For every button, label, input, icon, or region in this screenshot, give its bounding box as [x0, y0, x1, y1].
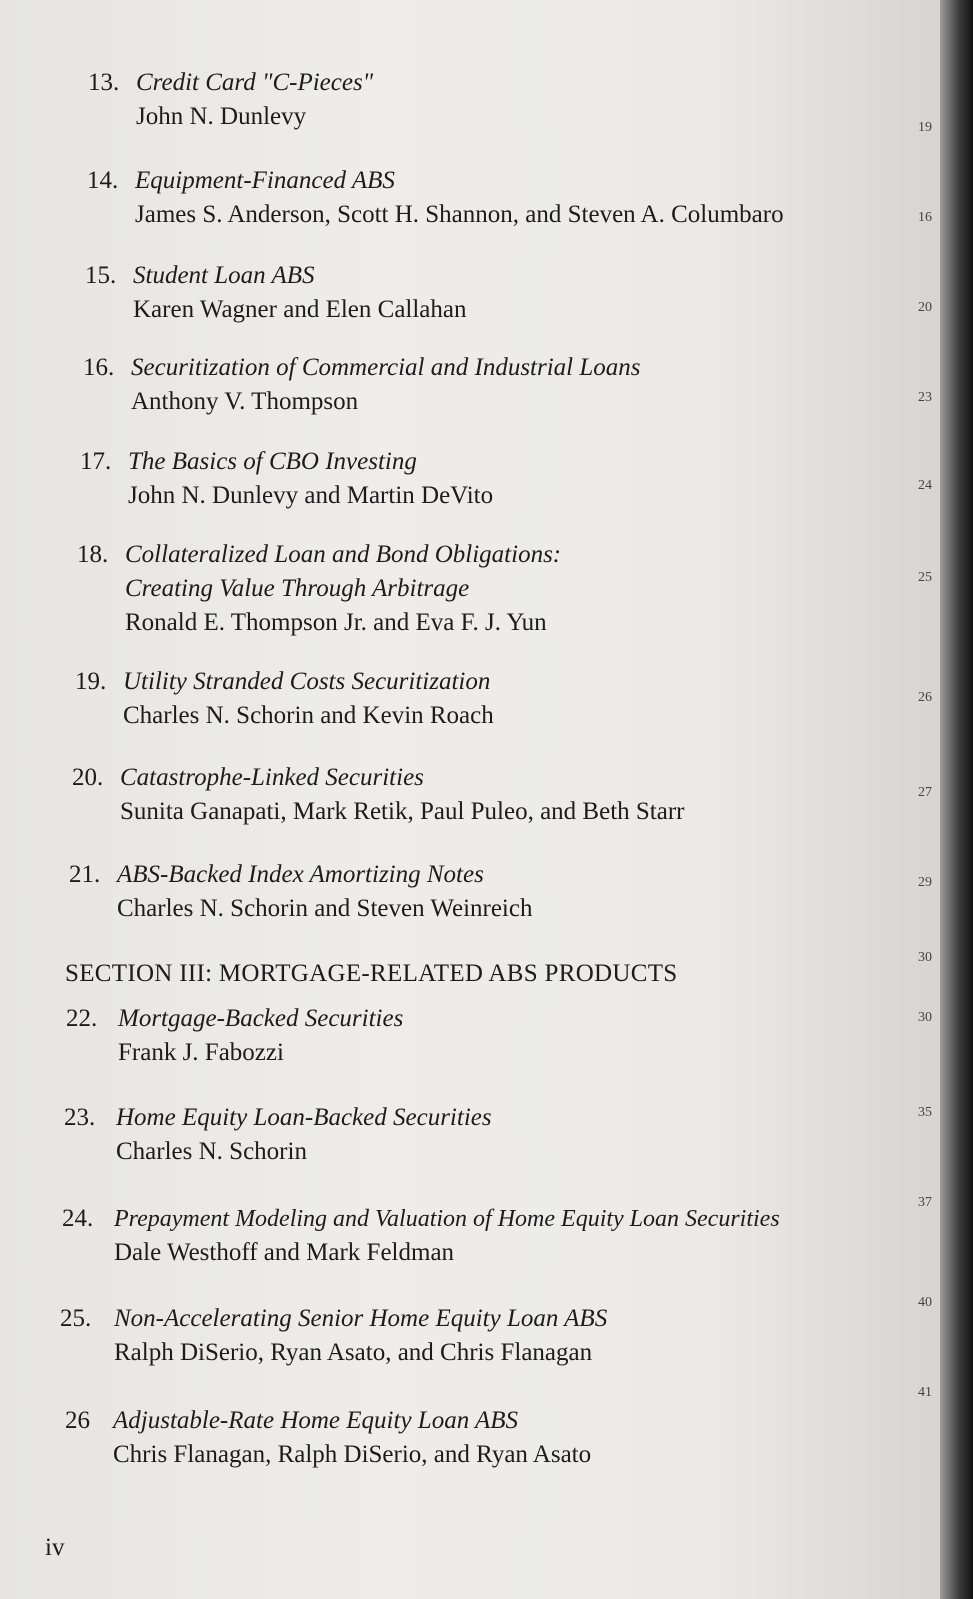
toc-entry-25: [60, 1302, 607, 1370]
toc-entry-19: [75, 665, 494, 733]
entry-authors: Charles N. Schorin and Steven Weinreich: [117, 895, 533, 922]
page-number: 37: [918, 1195, 932, 1210]
entry-title: Collateralized Loan and Bond Obligations:: [125, 541, 562, 568]
entry-number: 26: [65, 1407, 90, 1434]
entry-title: Securitization of Commercial and Industrial Loans: [131, 354, 641, 381]
entry-number: 13.: [88, 69, 120, 96]
page-number: 29: [918, 875, 932, 890]
page-folio: iv: [45, 1534, 65, 1561]
entry-title: Utility Stranded Costs Securitization: [123, 668, 491, 695]
page-number: 16: [918, 210, 932, 225]
entry-authors: Karen Wagner and Elen Callahan: [133, 296, 467, 323]
entry-number: 18.: [77, 541, 109, 568]
entry-title: The Basics of CBO Investing: [128, 448, 417, 475]
entry-title: Credit Card "C-Pieces": [136, 69, 374, 96]
page-number: 40: [918, 1295, 932, 1310]
page-number: 23: [918, 390, 932, 405]
toc-entry-16: [83, 351, 641, 419]
entry-authors: Charles N. Schorin: [116, 1138, 307, 1165]
section-heading: SECTION III: MORTGAGE-RELATED ABS PRODUCTS: [65, 960, 678, 987]
entry-authors: Ralph DiSerio, Ryan Asato, and Chris Flanagan: [114, 1339, 593, 1366]
entry-number: 16.: [83, 354, 115, 381]
entry-title: Home Equity Loan-Backed Securities: [116, 1104, 492, 1131]
entry-title: Student Loan ABS: [133, 262, 315, 289]
toc-entry-26: [65, 1404, 591, 1472]
toc-entry-13: [88, 66, 373, 134]
entry-number: 25.: [60, 1305, 92, 1332]
toc-entry-22: [66, 1002, 403, 1070]
entry-authors: Ronald E. Thompson Jr. and Eva F. J. Yun: [125, 609, 547, 636]
toc-entry-15: [85, 259, 467, 327]
page-number: 41: [918, 1385, 932, 1400]
entry-number: 14.: [87, 167, 119, 194]
page-number: 26: [918, 690, 932, 705]
entry-authors: Anthony V. Thompson: [131, 388, 359, 415]
entry-title: Adjustable-Rate Home Equity Loan ABS: [113, 1407, 519, 1434]
page-number: 35: [918, 1105, 932, 1120]
entry-number: 24.: [62, 1205, 94, 1232]
page-number: 30: [918, 1010, 932, 1025]
page-number: 24: [918, 478, 932, 493]
toc-entry-21: [69, 858, 532, 926]
entry-authors: Frank J. Fabozzi: [118, 1039, 284, 1066]
page-number: 27: [918, 785, 932, 800]
page-number: 25: [918, 570, 932, 585]
entry-title: Prepayment Modeling and Valuation of Home Equity Loan Securities: [114, 1206, 780, 1232]
toc-entry-20: [72, 761, 685, 829]
page-number: 19: [918, 120, 932, 135]
entry-number: 20.: [72, 764, 104, 791]
entry-title: Mortgage-Backed Securities: [118, 1005, 404, 1032]
page-number: 30: [918, 950, 932, 965]
entry-authors: John N. Dunlevy: [136, 103, 307, 130]
entry-number: 19.: [75, 668, 107, 695]
toc-entry-23: [64, 1101, 492, 1169]
entry-title: ABS-Backed Index Amortizing Notes: [117, 861, 484, 888]
entry-authors: Dale Westhoff and Mark Feldman: [114, 1239, 455, 1266]
toc-entry-17: [80, 445, 493, 513]
entry-authors: Charles N. Schorin and Kevin Roach: [123, 702, 494, 729]
entry-authors: John N. Dunlevy and Martin DeVito: [128, 482, 494, 509]
entry-title: Non-Accelerating Senior Home Equity Loan ABS: [114, 1305, 608, 1332]
entry-authors: Chris Flanagan, Ralph DiSerio, and Ryan Asato: [113, 1441, 592, 1468]
toc-entry-14: [87, 164, 784, 232]
entry-number: 21.: [69, 861, 101, 888]
toc-entry-24: [62, 1202, 780, 1270]
entry-authors: James S. Anderson, Scott H. Shannon, and Steven A. Columbaro: [135, 201, 784, 228]
entry-title: Catastrophe-Linked Securities: [120, 764, 424, 791]
page-number: 20: [918, 300, 932, 315]
entry-number: 15.: [85, 262, 117, 289]
toc-entry-18: [77, 538, 561, 640]
entry-title: Equipment-Financed ABS: [135, 167, 395, 194]
entry-number: 17.: [80, 448, 112, 475]
book-spine-shadow: [940, 0, 973, 1599]
entry-title-line2: Creating Value Through Arbitrage: [125, 575, 470, 602]
entry-number: 23.: [64, 1104, 96, 1131]
entry-authors: Sunita Ganapati, Mark Retik, Paul Puleo, and Beth Starr: [120, 798, 685, 825]
entry-number: 22.: [66, 1005, 98, 1032]
